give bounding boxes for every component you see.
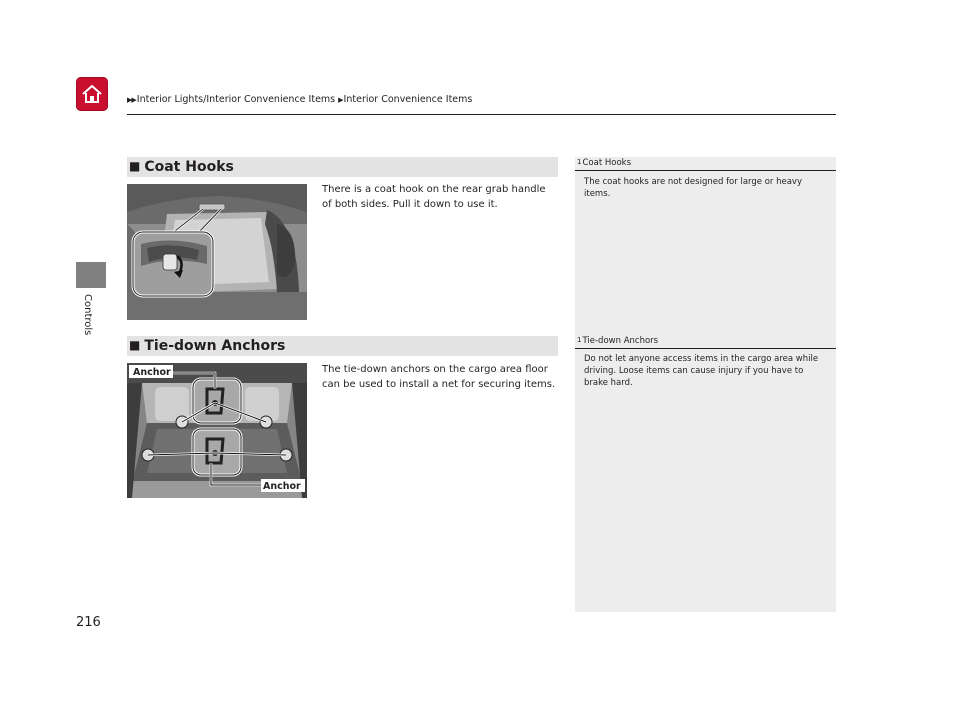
breadcrumb [127, 94, 472, 105]
note-rule [575, 348, 836, 349]
note-title-text: Coat Hooks [582, 158, 631, 168]
breadcrumb-arrow-icon: ▶▶ [127, 96, 136, 104]
section-title: Coat Hooks [144, 159, 234, 175]
note-text-coat-hooks: The coat hooks are not designed for large or heavy items. [584, 177, 802, 199]
section-title: Tie-down Anchors [144, 338, 286, 354]
breadcrumb-current: Interior Convenience Items [343, 94, 473, 105]
home-button[interactable] [76, 77, 108, 111]
note-text-tie-down: Do not let anyone access items in the cargo area while driving. Loose items can cause injury if you have to brake hard. [584, 354, 819, 388]
section-header-coat-hooks [127, 157, 558, 177]
note-rule [575, 170, 836, 171]
coat-hook-figure [127, 184, 307, 320]
coat-hooks-body: There is a coat hook on the rear grab handle of both sides. Pull it down to use it. [322, 184, 546, 210]
section-header-tie-down [127, 336, 558, 356]
anchor-label-bottom: Anchor [263, 481, 301, 492]
note-index: 1 [577, 158, 582, 166]
tie-down-figure [127, 363, 307, 498]
square-icon: ■ [129, 338, 141, 352]
chapter-label: Controls [82, 294, 93, 336]
breadcrumb-arrow-icon: ▶ [338, 96, 343, 104]
note-title-tie-down [577, 336, 658, 346]
note-index: 1 [577, 336, 582, 344]
note-title-coat-hooks [577, 158, 631, 168]
home-icon [81, 84, 103, 104]
square-icon: ■ [129, 159, 141, 173]
anchor-label-top: Anchor [133, 367, 171, 378]
note-title-text: Tie-down Anchors [582, 336, 659, 346]
breadcrumb-link-interior-lights[interactable]: Interior Lights/Interior Convenience Items [136, 94, 336, 105]
tie-down-body: The tie-down anchors on the cargo area floor can be used to install a net for securing items. [322, 364, 556, 390]
chapter-tab[interactable] [76, 262, 106, 288]
header-rule [127, 114, 836, 115]
page-number: 216 [76, 615, 101, 630]
